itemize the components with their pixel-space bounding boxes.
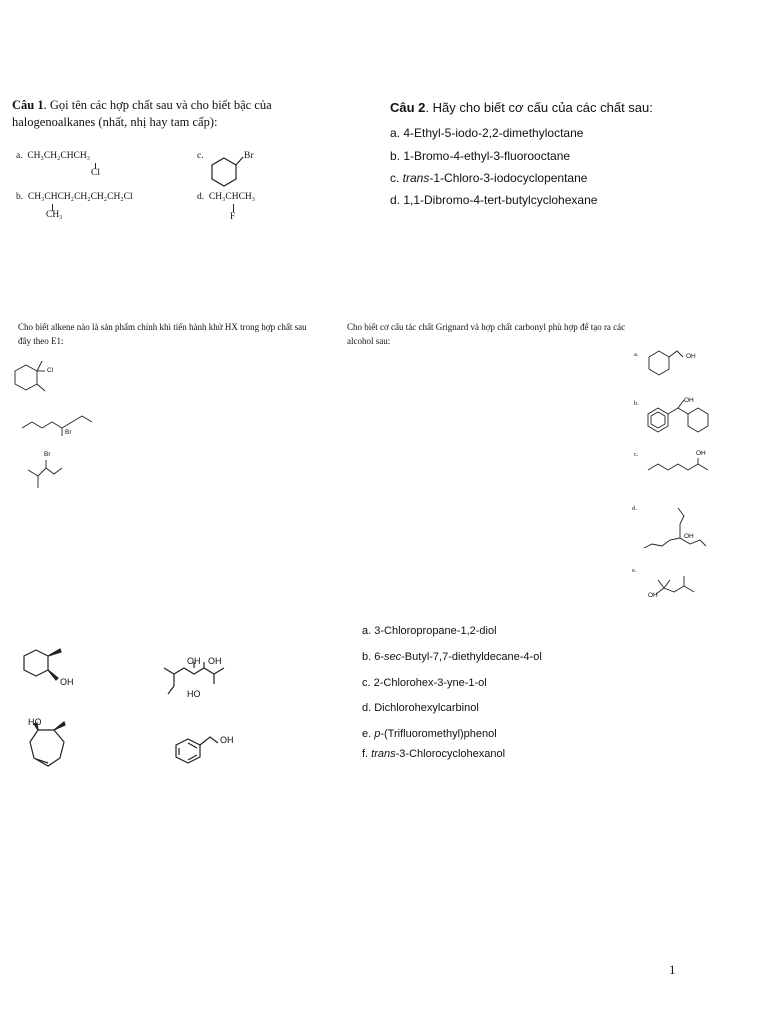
q4-label-b: b. bbox=[634, 400, 639, 407]
q1-c-substituent: Br bbox=[244, 151, 254, 161]
question-1-number: Câu 1 bbox=[12, 98, 44, 112]
q1-b-substituent: CH₃ bbox=[46, 210, 63, 220]
q4-d-oh: OH bbox=[684, 533, 694, 540]
q5-d-oh: OH bbox=[220, 735, 234, 745]
q6-item-a: a. 3-Chloropropane-1,2-diol bbox=[362, 625, 497, 637]
q6-b-italic: sec bbox=[384, 651, 402, 663]
q6-b-label: b. 6- bbox=[362, 651, 385, 663]
q6-item-c: c. 2-Chlorohex-3-yne-1-ol bbox=[362, 677, 487, 689]
q4-alcohol-e bbox=[650, 572, 710, 607]
q6-f-italic: trans bbox=[371, 748, 396, 760]
q1-c-label: c. bbox=[197, 151, 204, 161]
q1-b-label: b. bbox=[16, 192, 24, 202]
q1-item-d bbox=[197, 192, 255, 202]
question-2-number: Câu 2 bbox=[390, 100, 426, 115]
q4-c-oh: OH bbox=[696, 450, 706, 457]
question-2-text: . Hãy cho biết cơ cấu của các chất sau: bbox=[425, 100, 653, 115]
q4-alcohol-b bbox=[646, 394, 716, 439]
page-number: 1 bbox=[669, 962, 676, 977]
q4-alcohol-c bbox=[648, 452, 718, 477]
q1-a-substituent: Cl bbox=[91, 168, 100, 178]
q6-b-rest: -Butyl-7,7-diethyldecane-4-ol bbox=[401, 651, 542, 663]
q1-a-formula: CH₃CH₂CHCH₃ bbox=[27, 151, 91, 161]
question-1-heading bbox=[12, 97, 352, 131]
q3-text: Cho biết alkene nào là sản phẩm chính khi tiến hành khử HX trong hợp chất sau đây theo E1: bbox=[18, 322, 307, 346]
q6-item-e bbox=[362, 728, 497, 740]
q5-b-oh-1: OH bbox=[187, 656, 201, 666]
q2-c-label: c. bbox=[390, 171, 403, 185]
q4-label-a: a. bbox=[634, 351, 639, 358]
q4-label-c: c. bbox=[634, 451, 639, 458]
q1-item-a bbox=[16, 151, 90, 161]
q4-alcohol-a bbox=[647, 343, 707, 378]
q5-cycloheptenol bbox=[24, 722, 84, 774]
q4-label-e: e. bbox=[632, 567, 637, 574]
q4-text: Cho biết cơ cấu tác chất Grignard và hợp chất carbonyl phù hợp để tạo ra các alcohol sau: bbox=[347, 322, 626, 346]
q2-item-c bbox=[390, 171, 587, 185]
q6-item-d: d. Dichlorohexylcarbinol bbox=[362, 702, 479, 714]
q2-item-a: a. 4-Ethyl-5-iodo-2,2-dimethyloctane bbox=[390, 126, 584, 140]
q4-a-oh: OH bbox=[686, 353, 696, 360]
q5-a-oh: OH bbox=[60, 677, 74, 687]
q5-c-ho: HO bbox=[28, 717, 42, 727]
q1-item-b bbox=[16, 192, 133, 202]
q1-c-bromocyclohexane bbox=[205, 148, 265, 188]
q3-br-label-2: Br bbox=[44, 451, 51, 458]
q1-d-label: d. bbox=[197, 192, 205, 202]
question-2-heading bbox=[390, 100, 653, 115]
q5-b-oh-2: OH bbox=[208, 656, 222, 666]
q5-cyclohexanol-methyl bbox=[22, 646, 92, 691]
q6-e-label: e. bbox=[362, 728, 375, 740]
q3-structure-3 bbox=[24, 458, 84, 494]
q4-label-d: d. bbox=[632, 505, 637, 512]
q4-e-oh: OH bbox=[648, 592, 658, 599]
q2-c-rest: -1-Chloro-3-iodocyclopentane bbox=[429, 171, 588, 185]
q3-br-label-1: Br bbox=[65, 429, 72, 436]
q6-e-rest: -(Trifluoromethyl)phenol bbox=[380, 728, 497, 740]
q3-cl-label: Cl bbox=[47, 367, 54, 374]
q1-d-formula: CH₃CHCH₃ bbox=[208, 192, 256, 202]
question-1-text: . Gọi tên các hợp chất sau và cho biết bậc của halogenoalkanes (nhất, nhị hay tam cấp): bbox=[12, 98, 272, 129]
q1-b-formula: CH₃CHCH₂CH₂CH₂CH₂Cl bbox=[27, 192, 133, 202]
q1-d-substituent: F bbox=[230, 212, 236, 222]
q2-c-italic: trans bbox=[402, 171, 430, 185]
q1-d-bond bbox=[233, 204, 234, 212]
q2-item-b: b. 1-Bromo-4-ethyl-3-fluorooctane bbox=[390, 149, 571, 163]
q3-structure-1 bbox=[15, 358, 75, 398]
q6-f-rest: -3-Chlorocyclohexanol bbox=[395, 748, 506, 760]
q1-a-label: a. bbox=[16, 151, 23, 161]
q4-b-oh: OH bbox=[684, 397, 694, 404]
q6-f-label: f. bbox=[362, 748, 372, 760]
q6-item-f bbox=[362, 748, 505, 760]
q6-item-b bbox=[362, 651, 542, 663]
q5-b-ho: HO bbox=[187, 689, 201, 699]
q4-alcohol-d bbox=[642, 506, 712, 551]
q6-e-italic: p bbox=[374, 728, 381, 740]
q3-structure-2 bbox=[22, 408, 112, 442]
q2-item-d: d. 1,1-Dibromo-4-tert-butylcyclohexane bbox=[390, 193, 598, 207]
